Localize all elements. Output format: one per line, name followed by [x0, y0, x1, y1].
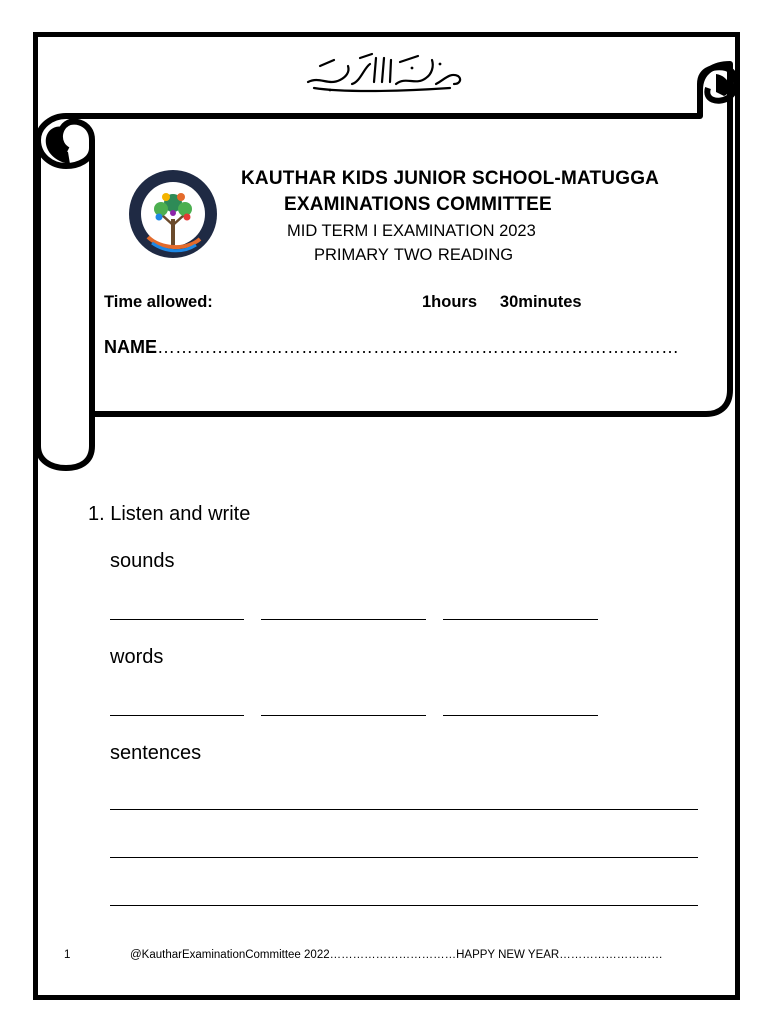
name-dots: ……………………………………………………………………………	[157, 337, 679, 357]
words-blank-3[interactable]	[443, 715, 598, 716]
committee-title: EXAMINATIONS COMMITTEE	[284, 194, 552, 215]
sounds-blank-3[interactable]	[443, 619, 598, 620]
words-blank-2[interactable]	[261, 715, 426, 716]
sentence-line-2[interactable]	[110, 857, 698, 858]
words-blank-1[interactable]	[110, 715, 244, 716]
school-name: KAUTHAR KIDS JUNIOR SCHOOL-MATUGGA	[241, 168, 660, 189]
time-allowed-label: Time allowed:	[104, 293, 213, 311]
exam-title: MID TERM I EXAMINATION 2023	[287, 222, 536, 240]
sounds-blank-1[interactable]	[110, 619, 244, 620]
sentence-line-3[interactable]	[110, 905, 698, 906]
sentence-line-1[interactable]	[110, 809, 698, 810]
school-logo	[126, 167, 220, 261]
sounds-label: sounds	[110, 550, 175, 572]
name-label: NAME	[104, 337, 157, 357]
time-allowed-value: 1hours 30minutes	[422, 293, 582, 311]
sounds-blank-2[interactable]	[261, 619, 426, 620]
words-label: words	[110, 646, 164, 668]
sentences-label: sentences	[110, 742, 202, 764]
question-1-title: 1. Listen and write	[88, 503, 251, 525]
class-subject: PRIMARY TWO READING	[314, 246, 514, 264]
page-number: 1	[64, 949, 71, 961]
footer-text: @KautharExaminationCommittee 2022……………………………HAPPY NEW YEAR………………………	[130, 949, 663, 961]
name-field[interactable]	[104, 337, 679, 358]
